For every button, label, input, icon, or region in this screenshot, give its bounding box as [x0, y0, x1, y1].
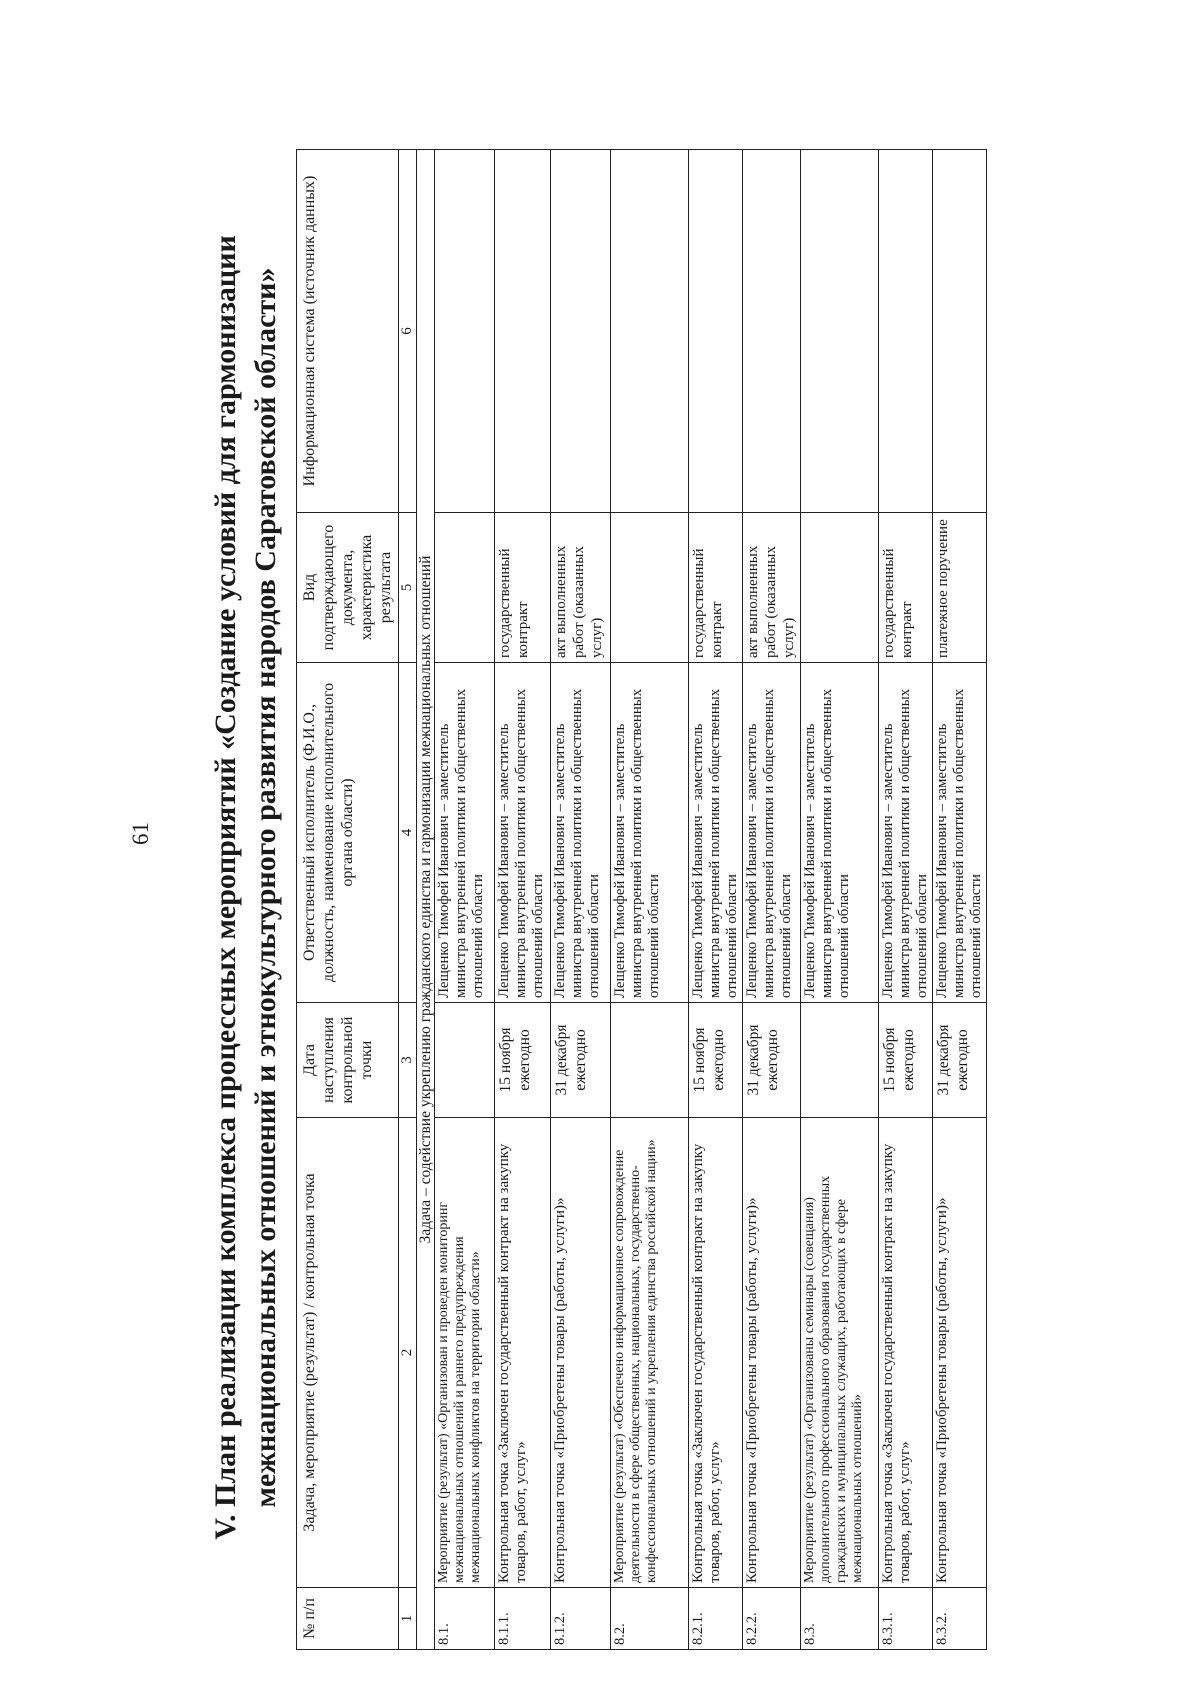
row-number: 8.3.1.: [879, 1588, 933, 1650]
row-number: 8.3.2.: [933, 1588, 987, 1650]
row-document: акт выполненных работ (оказанных услуг): [743, 513, 801, 663]
row-number: 8.2.2.: [743, 1588, 801, 1650]
rotated-page-content: [196, 145, 1036, 1650]
table-header-row: [297, 150, 399, 1650]
row-info-system: [879, 150, 933, 513]
row-name: Контрольная точка «Приобретены товары (работы, услуги)»: [743, 1118, 801, 1588]
header-num: № п/п: [297, 1588, 399, 1650]
header-info-system: Информационная система (источник данных): [297, 150, 399, 513]
row-name: Контрольная точка «Заключен государственный контракт на закупку товаров, работ, услуг»: [495, 1118, 551, 1588]
page-number: 61: [128, 822, 153, 845]
plan-table: [296, 149, 987, 1650]
row-info-system: [551, 150, 611, 513]
row-number: 8.1.1.: [495, 1588, 551, 1650]
row-responsible: Лещенко Тимофей Иванович – заместитель министра внутренней политики и общественных отношений области: [933, 663, 987, 1003]
table-row: [801, 150, 879, 1650]
row-document: государственный контракт: [495, 513, 551, 663]
row-info-system: [743, 150, 801, 513]
row-number: 8.2.1.: [689, 1588, 743, 1650]
row-document: [801, 513, 879, 663]
title-line-2: межнациональных отношений и этнокультурного развития народов Саратовской области»: [249, 267, 282, 1508]
row-responsible: Лещенко Тимофей Иванович – заместитель министра внутренней политики и общественных отношений области: [743, 663, 801, 1003]
row-info-system: [495, 150, 551, 513]
row-name: Контрольная точка «Заключен государственный контракт на закупку товаров, работ, услуг»: [689, 1118, 743, 1588]
column-number: 2: [399, 1118, 417, 1588]
table-row: [743, 150, 801, 1650]
table-row: [933, 150, 987, 1650]
column-number: 4: [399, 663, 417, 1003]
row-date: [611, 1003, 689, 1118]
row-name: Мероприятие (результат) «Организован и проведен мониторинг межнациональных отношений и раннего предупреждения межнациональных конфликтов на территории области»: [435, 1118, 495, 1588]
header-document: Вид подтверждающего документа, характеристика результата: [297, 513, 399, 663]
row-number: 8.3.: [801, 1588, 879, 1650]
table-row: [611, 150, 689, 1650]
row-document: акт выполненных работ (оказанных услуг): [551, 513, 611, 663]
row-date: 15 ноября ежегодно: [689, 1003, 743, 1118]
row-number: 8.2.: [611, 1588, 689, 1650]
row-document: [611, 513, 689, 663]
row-number: 8.1.2.: [551, 1588, 611, 1650]
column-number: 5: [399, 513, 417, 663]
row-document: платежное поручение: [933, 513, 987, 663]
row-date: [801, 1003, 879, 1118]
row-date: 15 ноября ежегодно: [495, 1003, 551, 1118]
row-responsible: Лещенко Тимофей Иванович – заместитель министра внутренней политики и общественных отношений области: [495, 663, 551, 1003]
row-responsible: Лещенко Тимофей Иванович – заместитель министра внутренней политики и общественных отношений области: [689, 663, 743, 1003]
row-date: 15 ноября ежегодно: [879, 1003, 933, 1118]
table-row: [879, 150, 933, 1650]
task-text: Задача – содействие укреплению гражданского единства и гармонизации межнациональных отношений: [417, 150, 435, 1650]
column-number: 3: [399, 1003, 417, 1118]
row-name: Контрольная точка «Заключен государственный контракт на закупку товаров, работ, услуг»: [879, 1118, 933, 1588]
column-numbers-row: [399, 150, 417, 1650]
row-responsible: Лещенко Тимофей Иванович – заместитель министра внутренней политики и общественных отношений области: [435, 663, 495, 1003]
row-name: Контрольная точка «Приобретены товары (работы, услуги)»: [933, 1118, 987, 1588]
row-info-system: [933, 150, 987, 513]
document-title: [196, 145, 296, 1630]
row-responsible: Лещенко Тимофей Иванович – заместитель министра внутренней политики и общественных отношений области: [879, 663, 933, 1003]
table-row: [495, 150, 551, 1650]
table-row: [435, 150, 495, 1650]
row-info-system: [801, 150, 879, 513]
title-line-1: V. План реализации комплекса процессных мероприятий «Создание условий для гармонизации: [209, 235, 242, 1540]
header-date: Дата наступления контрольной точки: [297, 1003, 399, 1118]
row-name: Контрольная точка «Приобретены товары (работы, услуги)»: [551, 1118, 611, 1588]
task-row: [417, 150, 435, 1650]
row-date: 31 декабря ежегодно: [743, 1003, 801, 1118]
row-date: [435, 1003, 495, 1118]
row-info-system: [435, 150, 495, 513]
row-date: 31 декабря ежегодно: [551, 1003, 611, 1118]
row-date: 31 декабря ежегодно: [933, 1003, 987, 1118]
row-name: Мероприятие (результат) «Обеспечено информационное сопровождение деятельности в сфере общественных, национальных, государственно-конфессиональных отношений и укрепления единства российской нации»: [611, 1118, 689, 1588]
row-document: [435, 513, 495, 663]
header-responsible: Ответственный исполнитель (Ф.И.О., должность, наименование исполнительного органа области): [297, 663, 399, 1003]
row-document: государственный контракт: [879, 513, 933, 663]
column-number: 1: [399, 1588, 417, 1650]
row-document: государственный контракт: [689, 513, 743, 663]
row-number: 8.1.: [435, 1588, 495, 1650]
row-responsible: Лещенко Тимофей Иванович – заместитель министра внутренней политики и общественных отношений области: [801, 663, 879, 1003]
row-info-system: [611, 150, 689, 513]
row-info-system: [689, 150, 743, 513]
row-responsible: Лещенко Тимофей Иванович – заместитель министра внутренней политики и общественных отношений области: [551, 663, 611, 1003]
row-responsible: Лещенко Тимофей Иванович – заместитель министра внутренней политики и общественных отношений области: [611, 663, 689, 1003]
table-row: [551, 150, 611, 1650]
row-name: Мероприятие (результат) «Организованы семинары (совещания) дополнительного профессионального образования государственных гражданских и муниципальных служащих, работающих в сфере межнациональных отношений»: [801, 1118, 879, 1588]
column-number: 6: [399, 150, 417, 513]
table-row: [689, 150, 743, 1650]
header-task: Задача, мероприятие (результат) / контрольная точка: [297, 1118, 399, 1588]
